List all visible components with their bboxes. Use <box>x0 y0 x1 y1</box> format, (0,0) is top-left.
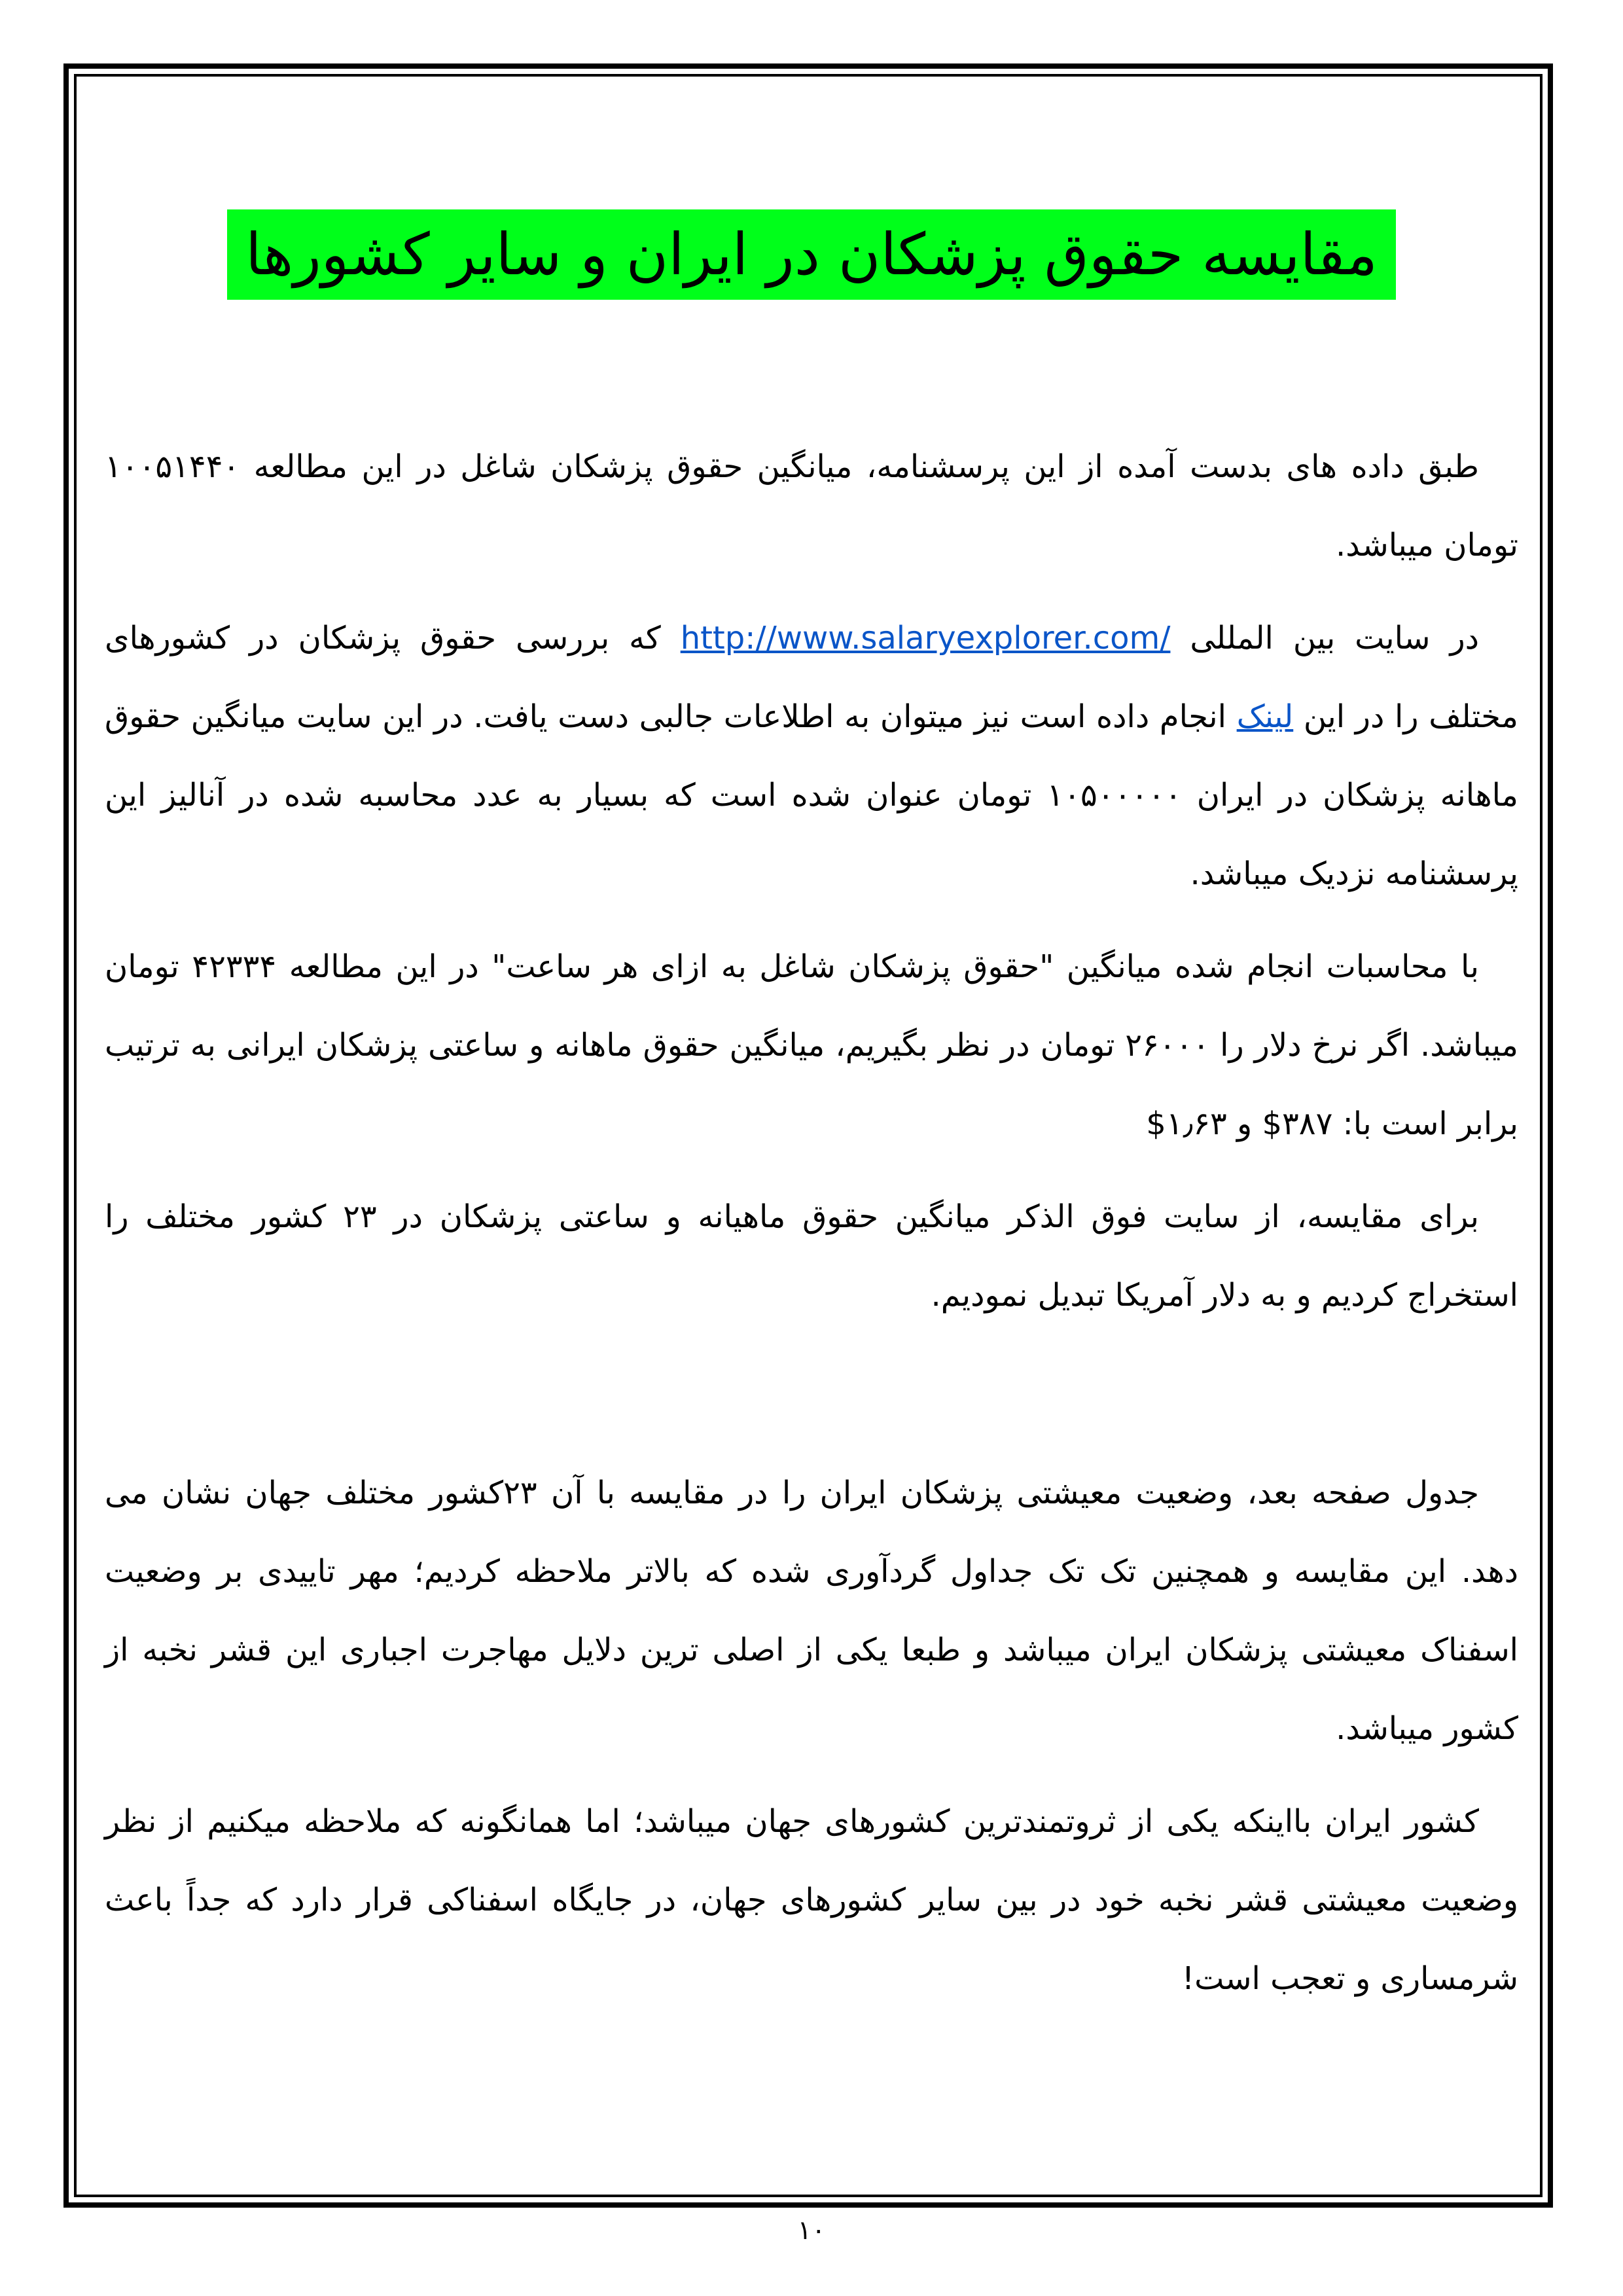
paragraph-salaryexplorer-middle: که بررسی حقوق پزشکان در کشورهای مختلف را در این <box>105 620 1519 735</box>
paragraph-gap <box>105 1349 1518 1454</box>
paragraph-conclusion-text: کشور ایران بااینکه یکی از ثروتمندترین کشورهای جهان میباشد؛ اما همانگونه که ملاحظه میکنیم از نظر وضعیت معیشتی قشر نخبه خود در بین سایر کشورهای جهان، در جایگاه اسفناکی قرار دارد که جداً باعث شرمساری و تعجب است! <box>105 1803 1518 1997</box>
paragraph-comparison-method <box>105 1177 1518 1335</box>
paragraph-comparison-method-text: برای مقایسه، از سایت فوق الذکر میانگین حقوق ماهیانه و ساعتی پزشکان در ۲۳ کشور مختلف را استخراج کردیم و به دلار آمریکا تبدیل نمودیم. <box>105 1198 1518 1314</box>
paragraph-next-table-text: جدول صفحه بعد، وضعیت معیشتی پزشکان ایران را در مقایسه با آن ۲۳کشور مختلف جهان نشان می دهد. این مقایسه و همچنین تک تک جداول گردآوری شده که بالاتر ملاحظه کردیم؛ مهر تاییدی بر وضعیت اسفناک معیشتی پزشکان ایران میباشد و طبعا یکی از اصلی ترین دلایل مهاجرت اجباری این قشر نخبه از کشور میباشد. <box>105 1475 1518 1747</box>
page-title: مقایسه حقوق پزشکان در ایران و سایر کشورها <box>227 209 1396 300</box>
document-body <box>105 209 1518 2032</box>
paragraph-survey-average <box>105 427 1518 584</box>
paragraph-hourly-calculation <box>105 927 1518 1163</box>
title-container <box>105 209 1518 300</box>
page-number: ۱۰ <box>797 2215 826 2246</box>
link-word-link[interactable]: لینک <box>1236 698 1294 735</box>
paragraph-hourly-calculation-text: با محاسبات انجام شده میانگین "حقوق پزشکان شاغل به ازای هر ساعت" در این مطالعه ۴۲۳۳۴ تومان میباشد. اگر نرخ دلار را ۲۶۰۰۰ تومان در نظر بگیریم، میانگین حقوق ماهانه و ساعتی پزشکان ایرانی به ترتیب برابر است با: ۳۸۷$ و ۱٫۶۳$ <box>105 948 1518 1142</box>
paragraph-salaryexplorer-before: در سایت بین المللی <box>1190 620 1479 656</box>
paragraph-next-table <box>105 1454 1518 1768</box>
paragraph-survey-average-text: طبق داده های بدست آمده از این پرسشنامه، میانگین حقوق پزشکان شاغل در این مطالعه ۱۰۰۵۱۴۴۰ تومان میباشد. <box>105 448 1518 564</box>
salaryexplorer-url-link[interactable]: http://www.salaryexplorer.com/ <box>680 620 1171 656</box>
paragraph-conclusion <box>105 1782 1518 2018</box>
paragraph-salaryexplorer-after: انجام داده است نیز میتوان به اطلاعات جالبی دست یافت. در این سایت میانگین حقوق ماهانه پزشکان در ایران ۱۰۵۰۰۰۰۰ تومان عنوان شده است که بسیار به عدد محاسبه شده در آنالیز این پرسشنامه نزدیک میباشد. <box>105 698 1519 892</box>
paragraph-salaryexplorer <box>105 599 1518 913</box>
